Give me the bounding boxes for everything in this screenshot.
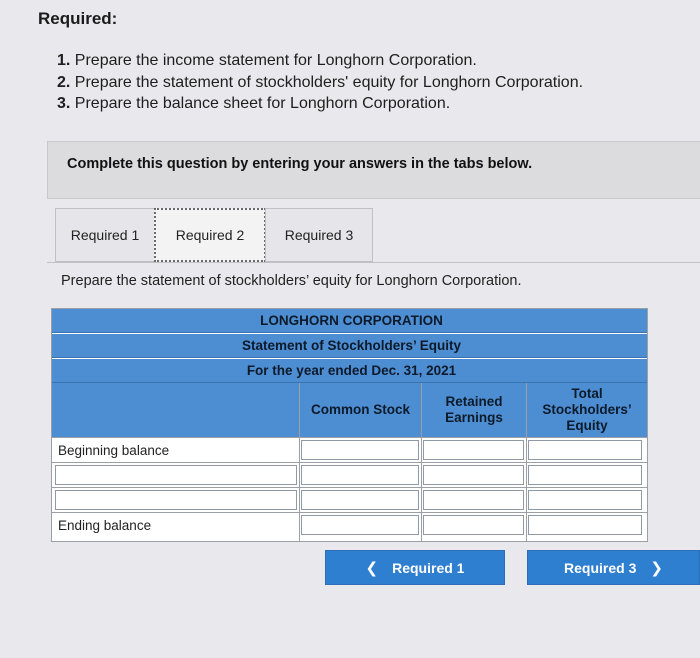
total-equity-input[interactable]	[528, 465, 642, 485]
column-header-label: Common Stock	[310, 402, 410, 417]
column-header-label: Earnings	[445, 410, 503, 425]
column-header-label: Retained	[445, 394, 503, 409]
table-row-entry-2	[52, 487, 647, 512]
next-button-label: Required 3	[564, 559, 637, 576]
complete-question-text: Complete this question by entering your answers in the tabs below.	[67, 156, 533, 172]
company-name: LONGHORN CORPORATION	[260, 313, 443, 328]
statement-period: For the year ended Dec. 31, 2021	[246, 363, 457, 378]
statement-title-row	[52, 334, 647, 358]
chevron-left-icon: ❮	[365, 559, 379, 577]
previous-button-label: Required 1	[392, 559, 465, 576]
instruction-item	[57, 93, 583, 115]
statement-company-row	[52, 309, 647, 333]
statement-title: Statement of Stockholders’ Equity	[241, 338, 462, 353]
common-stock-input[interactable]	[301, 490, 419, 510]
required-heading: Required:	[38, 9, 118, 28]
table-row-entry-1	[52, 462, 647, 487]
row-label-input[interactable]	[55, 465, 297, 485]
common-stock-input[interactable]	[301, 440, 419, 460]
column-header-label: Stockholders’	[542, 402, 632, 417]
instruction-item	[57, 50, 583, 72]
retained-earnings-input[interactable]	[423, 440, 524, 460]
column-header-row	[52, 383, 647, 437]
row-label-ending-balance: Ending balance	[58, 517, 152, 533]
tab-bar	[47, 205, 700, 263]
instruction-number: 2.	[57, 73, 71, 91]
instruction-item	[57, 72, 583, 94]
table-row-beginning-balance	[52, 437, 647, 462]
column-header-label: Total	[571, 386, 603, 401]
instruction-text: Prepare the statement of stockholders' equity for Longhorn Corporation.	[74, 73, 584, 91]
total-equity-input[interactable]	[528, 515, 642, 535]
row-label-beginning-balance: Beginning balance	[58, 442, 170, 458]
next-required-button[interactable]	[527, 550, 700, 585]
common-stock-input[interactable]	[301, 465, 419, 485]
column-divider	[421, 383, 422, 541]
instruction-number: 3.	[57, 95, 71, 112]
instruction-text: Prepare the income statement for Longhorn Corporation.	[74, 52, 477, 69]
complete-question-banner	[47, 141, 700, 199]
retained-earnings-input[interactable]	[423, 465, 524, 485]
previous-required-button[interactable]	[325, 550, 505, 585]
chevron-right-icon: ❯	[650, 559, 663, 577]
row-label-input[interactable]	[55, 490, 297, 510]
tab-required-3[interactable]: Required 3	[265, 208, 373, 262]
table-row-ending-balance	[52, 512, 647, 540]
retained-earnings-input[interactable]	[423, 490, 524, 510]
total-equity-input[interactable]	[528, 440, 642, 460]
tab-required-1[interactable]: Required 1	[55, 208, 155, 262]
stockholders-equity-statement	[51, 308, 648, 542]
retained-earnings-input[interactable]	[423, 515, 524, 535]
statement-period-row	[52, 359, 647, 383]
tab-required-2[interactable]: Required 2	[154, 208, 266, 262]
column-header-retained-earnings	[421, 383, 526, 437]
common-stock-input[interactable]	[301, 515, 419, 535]
column-header-common-stock	[299, 383, 421, 437]
column-header-label: Equity	[566, 418, 608, 433]
instruction-text: Prepare the balance sheet for Longhorn Corporation.	[74, 95, 451, 112]
total-equity-input[interactable]	[528, 490, 642, 510]
column-divider	[526, 383, 527, 541]
instruction-number: 1.	[57, 52, 71, 69]
question-prompt: Prepare the statement of stockholders’ equity for Longhorn Corporation.	[61, 273, 522, 289]
instructions-list	[57, 50, 583, 115]
column-header-total-equity	[526, 383, 647, 437]
column-divider	[299, 383, 300, 541]
